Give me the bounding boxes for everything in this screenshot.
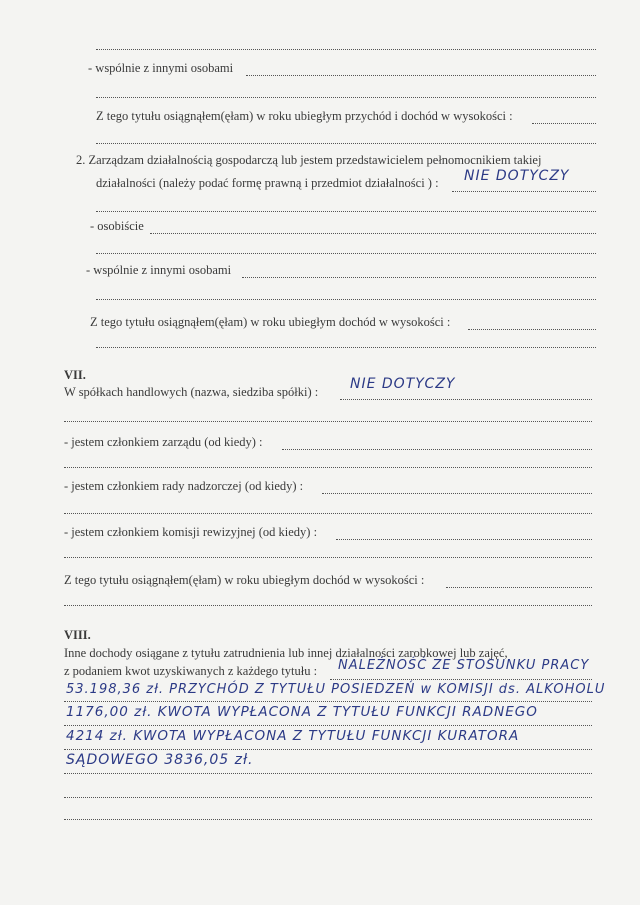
dochod-label: Z tego tytułu osiągnąłem(ęłam) w roku ubiegłym dochód w wysokości : (90, 315, 451, 329)
viii-handwritten-1: NALEŻNOŚĆ ZE STOSUNKU PRACY (338, 658, 590, 673)
blank-line[interactable] (452, 190, 596, 192)
item2-handwritten-answer: NIE DOTYCZY (464, 168, 570, 184)
blank-line[interactable] (282, 448, 592, 450)
blank-line[interactable] (64, 512, 592, 514)
blank-line[interactable] (340, 398, 592, 400)
blank-line[interactable] (64, 466, 592, 468)
viii-handwritten-2: 53.198,36 zł. PRZYCHÓD Z TYTUŁU POSIEDZEŃ w KOMISJI ds. ALKOHOLU (66, 682, 606, 697)
przychod-label: Z tego tytułu osiągnąłem(ęłam) w roku ubiegłym przychód i dochód w wysokości : (96, 109, 513, 123)
blank-line[interactable] (96, 210, 596, 212)
blank-line[interactable] (96, 96, 596, 98)
blank-line[interactable] (64, 604, 592, 606)
blank-line[interactable] (336, 538, 592, 540)
section-vii-heading: VII. (64, 368, 86, 382)
blank-line[interactable] (242, 276, 596, 278)
zarzad-label: - jestem członkiem zarządu (od kiedy) : (64, 435, 263, 449)
blank-line[interactable] (64, 748, 592, 750)
rada-label: - jestem członkiem rady nadzorczej (od kiedy) : (64, 479, 304, 493)
blank-line[interactable] (96, 298, 596, 300)
blank-line[interactable] (322, 492, 592, 494)
blank-line[interactable] (64, 818, 592, 820)
blank-line[interactable] (96, 48, 596, 50)
blank-line[interactable] (64, 556, 592, 558)
blank-line[interactable] (64, 772, 592, 774)
viii-handwritten-3: 1176,00 zł. KWOTA WYPŁACONA Z TYTUŁU FUNKCJI RADNEGO (66, 704, 538, 720)
item2-line2: działalności (należy podać formę prawną i przedmiot działalności ) : (96, 176, 439, 190)
item2-line1: 2. Zarządzam działalnością gospodarczą lub jestem przedstawicielem pełnomocnikiem takiej (76, 153, 542, 167)
blank-line[interactable] (96, 252, 596, 254)
blank-line[interactable] (532, 122, 596, 124)
blank-line[interactable] (96, 142, 596, 144)
blank-line[interactable] (246, 74, 596, 76)
blank-line[interactable] (64, 724, 592, 726)
blank-line[interactable] (64, 420, 592, 422)
blank-line[interactable] (96, 346, 596, 348)
blank-line[interactable] (330, 678, 592, 680)
blank-line[interactable] (446, 586, 592, 588)
komisja-label: - jestem członkiem komisji rewizyjnej (od kiedy) : (64, 525, 318, 539)
blank-line[interactable] (64, 796, 592, 798)
wspolnie2-label: - wspólnie z innymi osobami (86, 263, 232, 277)
spolki-label: W spółkach handlowych (nazwa, siedziba spółki) : (64, 385, 319, 399)
blank-line[interactable] (150, 232, 596, 234)
viii-handwritten-5: SĄDOWEGO 3836,05 zł. (66, 752, 254, 768)
dochod7-label: Z tego tytułu osiągnąłem(ęłam) w roku ubiegłym dochód w wysokości : (64, 573, 425, 587)
section-viii-heading: VIII. (64, 628, 91, 642)
viii-line2: z podaniem kwot uzyskiwanych z każdego tytułu : (64, 664, 318, 678)
spolki-handwritten-answer: NIE DOTYCZY (350, 376, 456, 392)
osobiscie-label: - osobiście (90, 219, 144, 233)
blank-line[interactable] (64, 700, 592, 702)
wspolnie-label: - wspólnie z innymi osobami (88, 61, 234, 75)
blank-line[interactable] (468, 328, 596, 330)
viii-handwritten-4: 4214 zł. KWOTA WYPŁACONA Z TYTUŁU FUNKCJI KURATORA (66, 728, 520, 744)
viii-line1: Inne dochody osiągane z tytułu zatrudnienia lub innej działalności zarobkowej lub zajęć, (64, 646, 508, 660)
